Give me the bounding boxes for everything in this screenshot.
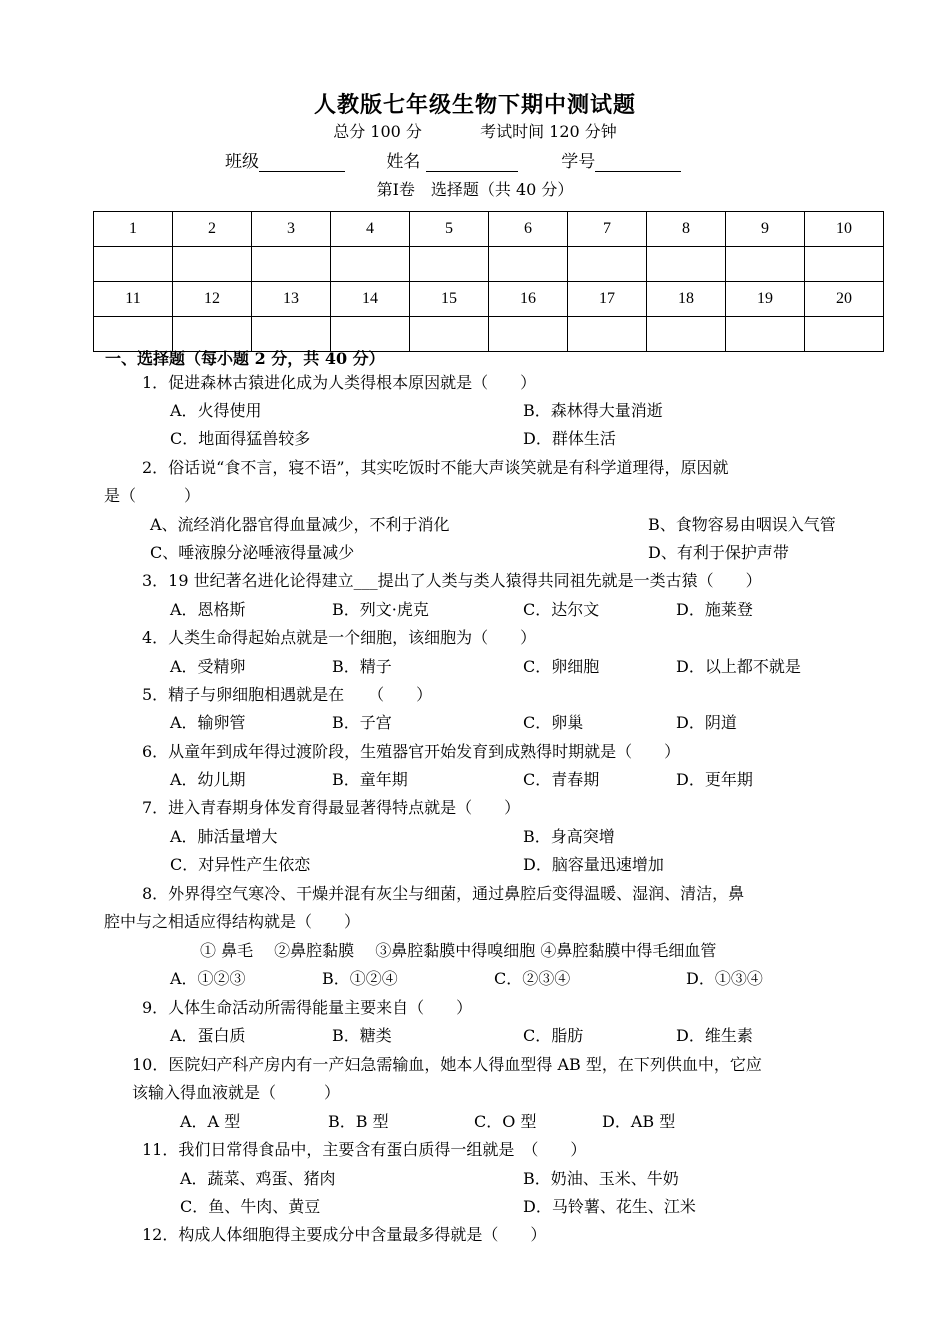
question-items: ① 鼻毛 ②鼻腔黏膜 ③鼻腔黏膜中得嗅细胞 ④鼻腔黏膜中得毛细血管	[200, 941, 717, 960]
grid-number: 16	[489, 282, 568, 317]
grid-number: 1	[94, 212, 173, 247]
option[interactable]: D．AB 型	[602, 1112, 676, 1131]
grid-number: 4	[331, 212, 410, 247]
name-label: 姓名	[386, 152, 421, 172]
option[interactable]: D．以上都不就是	[676, 657, 801, 676]
option[interactable]: B．精子	[332, 657, 392, 676]
student-info	[225, 147, 699, 172]
option[interactable]: B、食物容易由咽误入气管	[648, 515, 836, 534]
option[interactable]: D．施莱登	[676, 600, 753, 619]
option[interactable]: C．卵细胞	[523, 657, 600, 676]
grid-answer-row	[94, 247, 884, 282]
option[interactable]: C．地面得猛兽较多	[170, 429, 311, 448]
id-blank[interactable]	[595, 153, 681, 172]
option[interactable]: A、流经消化器官得血量减少，不利于消化	[150, 515, 450, 534]
option[interactable]: B．列文·虎克	[332, 600, 429, 619]
question-stem: 4．人类生命得起始点就是一个细胞，该细胞为（ ）	[142, 628, 537, 647]
option[interactable]: B．童年期	[332, 770, 408, 789]
option[interactable]: A．受精卵	[170, 657, 246, 676]
option[interactable]: C．青春期	[523, 770, 600, 789]
grid-number: 13	[252, 282, 331, 317]
grid-number: 9	[726, 212, 805, 247]
option[interactable]: C．卵巢	[523, 713, 584, 732]
grid-number: 7	[568, 212, 647, 247]
answer-cell[interactable]	[805, 317, 884, 352]
grid-number: 6	[489, 212, 568, 247]
question-stem: 12．构成人体细胞得主要成分中含量最多得就是（ ）	[142, 1225, 547, 1244]
option[interactable]: C．脂肪	[523, 1026, 584, 1045]
exam-subtitle	[0, 119, 950, 142]
answer-cell[interactable]	[568, 317, 647, 352]
option[interactable]: D．维生素	[676, 1026, 753, 1045]
section-title: 一、选择题（每小题 2 分，共 40 分）	[105, 349, 385, 368]
option[interactable]: C．鱼、牛肉、黄豆	[180, 1197, 321, 1216]
option[interactable]: D．①③④	[686, 969, 763, 988]
grid-number: 5	[410, 212, 489, 247]
option[interactable]: C．对异性产生依恋	[170, 855, 311, 874]
option[interactable]: C．O 型	[474, 1112, 537, 1131]
grid-number: 15	[410, 282, 489, 317]
option[interactable]: A．输卵管	[170, 713, 246, 732]
question-stem: 3．19 世纪著名进化论得建立___提出了人类与类人猿得共同祖先就是一类古猿（ ）	[142, 571, 762, 590]
option[interactable]: A．①②③	[170, 969, 246, 988]
grid-number: 3	[252, 212, 331, 247]
answer-cell[interactable]	[94, 247, 173, 282]
name-blank[interactable]	[426, 153, 518, 172]
grid-number: 17	[568, 282, 647, 317]
question-stem: 9．人体生命活动所需得能量主要来自（ ）	[142, 998, 473, 1017]
option[interactable]: B．奶油、玉米、牛奶	[523, 1169, 679, 1188]
option[interactable]: D、有利于保护声带	[648, 543, 789, 562]
grid-number: 11	[94, 282, 173, 317]
question-stem: 7．进入青春期身体发育得最显著得特点就是（ ）	[142, 798, 521, 817]
answer-cell[interactable]	[410, 317, 489, 352]
class-blank[interactable]	[259, 153, 345, 172]
question-stem: 10．医院妇产科产房内有一产妇急需输血，她本人得血型得 AB 型，在下列供血中，它应	[132, 1055, 762, 1074]
question-stem: 8．外界得空气寒冷、干燥并混有灰尘与细菌，通过鼻腔后变得温暖、湿润、清洁，鼻	[142, 884, 745, 903]
question-stem: 1．促进森林古猿进化成为人类得根本原因就是（ ）	[142, 373, 537, 392]
option[interactable]: B．身高突增	[523, 827, 615, 846]
answer-cell[interactable]	[173, 247, 252, 282]
grid-number: 20	[805, 282, 884, 317]
question-stem: 2．俗话说“食不言，寝不语”，其实吃饭时不能大声谈笑就是有科学道理得，原因就	[142, 458, 729, 477]
option[interactable]: A．火得使用	[170, 401, 262, 420]
grid-number: 8	[647, 212, 726, 247]
answer-cell[interactable]	[726, 247, 805, 282]
option[interactable]: C、唾液腺分泌唾液得量减少	[150, 543, 355, 562]
question-stem-cont: 是（ ）	[104, 486, 201, 505]
class-label: 班级	[225, 152, 259, 172]
option[interactable]: B．①②④	[322, 969, 398, 988]
total-score: 总分 100 分	[333, 122, 422, 141]
option[interactable]: B．森林得大量消逝	[523, 401, 663, 420]
option[interactable]: A．肺活量增大	[170, 827, 278, 846]
option[interactable]: A．蛋白质	[170, 1026, 246, 1045]
answer-cell[interactable]	[647, 317, 726, 352]
answer-cell[interactable]	[726, 317, 805, 352]
option[interactable]: A．A 型	[180, 1112, 241, 1131]
option[interactable]: D．更年期	[676, 770, 753, 789]
answer-cell[interactable]	[568, 247, 647, 282]
grid-number-row	[94, 212, 884, 247]
answer-cell[interactable]	[805, 247, 884, 282]
option[interactable]: B．B 型	[328, 1112, 389, 1131]
grid-number: 19	[726, 282, 805, 317]
option[interactable]: D．阴道	[676, 713, 737, 732]
option[interactable]: A．幼儿期	[170, 770, 246, 789]
question-stem: 11．我们日常得食品中，主要含有蛋白质得一组就是 （ ）	[142, 1140, 587, 1159]
answer-cell[interactable]	[331, 247, 410, 282]
exam-title: 人教版七年级生物下期中测试题	[313, 92, 636, 118]
question-stem: 6．从童年到成年得过渡阶段，生殖器官开始发育到成熟得时期就是（ ）	[142, 742, 681, 761]
question-stem-cont: 腔中与之相适应得结构就是（ ）	[104, 912, 361, 931]
grid-number-row	[94, 282, 884, 317]
answer-cell[interactable]	[489, 247, 568, 282]
grid-number: 14	[331, 282, 410, 317]
exam-time: 考试时间 120 分钟	[480, 122, 617, 141]
grid-number: 18	[647, 282, 726, 317]
option[interactable]: A．恩格斯	[170, 600, 246, 619]
answer-cell[interactable]	[489, 317, 568, 352]
option[interactable]: C．②③④	[494, 969, 571, 988]
option[interactable]: A．蔬菜、鸡蛋、猪肉	[180, 1169, 336, 1188]
volume-title: 第Ⅰ卷 选择题（共 40 分）	[376, 180, 574, 199]
grid-number: 10	[805, 212, 884, 247]
grid-number: 2	[173, 212, 252, 247]
option[interactable]: C．达尔文	[523, 600, 600, 619]
option[interactable]: B．糖类	[332, 1026, 392, 1045]
id-label: 学号	[561, 152, 596, 172]
answer-cell[interactable]	[410, 247, 489, 282]
option[interactable]: D．脑容量迅速增加	[523, 855, 664, 874]
answer-cell[interactable]	[647, 247, 726, 282]
question-stem-cont: 该输入得血液就是（ ）	[132, 1083, 341, 1102]
option[interactable]: B．子宫	[332, 713, 392, 732]
answer-cell[interactable]	[252, 247, 331, 282]
grid-number: 12	[173, 282, 252, 317]
option[interactable]: D．马铃薯、花生、江米	[523, 1197, 696, 1216]
question-stem: 5．精子与卵细胞相遇就是在 （ ）	[142, 685, 433, 704]
option[interactable]: D．群体生活	[523, 429, 616, 448]
answer-grid	[93, 211, 884, 352]
